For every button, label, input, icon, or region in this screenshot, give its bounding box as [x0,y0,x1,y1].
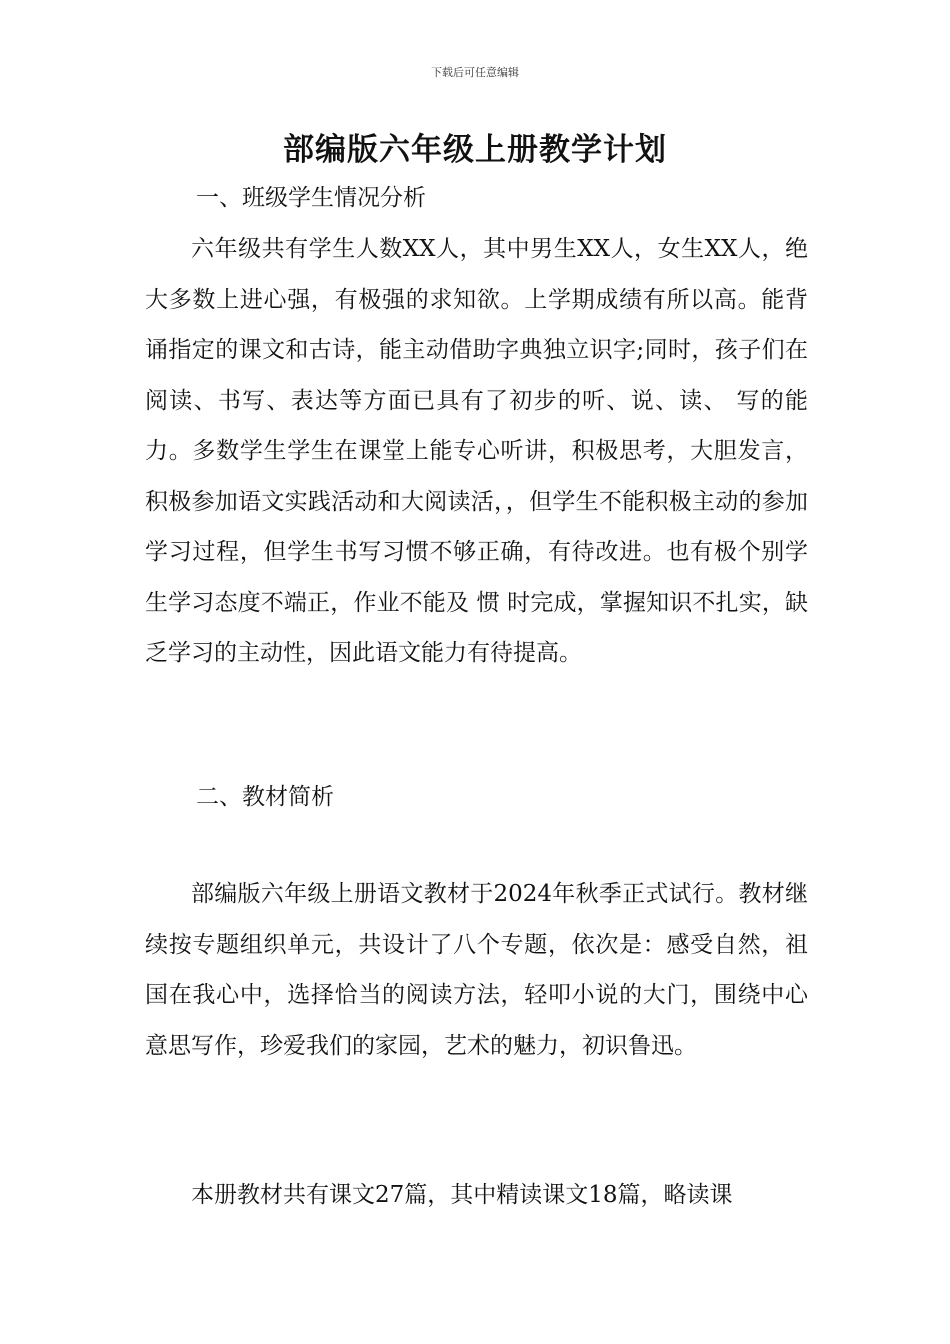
page-header-note: 下载后可任意编辑 [431,66,519,79]
section-heading-textbook-analysis: 二、教材简析 [196,784,334,810]
paragraph-textbook-lessons: 本册教材共有课文27篇，其中精读课文18篇，略读课 [191,1182,733,1208]
paragraph-textbook-overview: 部编版六年级上册语文教材于2024年秋季正式试行。教材继续按专题组织单元，共设计了八个专题，依次是：感受自然，祖国在我心中，选择恰当的阅读方法，轻叩小说的大门，围绕中心意思写作，珍爱我们的家园，艺术的魅力，初识鲁迅。 [145,881,808,1059]
paragraph-class-analysis: 六年级共有学生人数XX人，其中男生XX人，女生XX人，绝大多数上进心强，有极强的求知欲。上学期成绩有所以高。能背诵指定的课文和古诗，能主动借助字典独立识字;同时，孩子们在阅读、书写、表达等方面已具有了初步的听、说、读、 写的能力。多数学生学生在课堂上能专心听讲，积极思考，大胆发言，积极参加语文实践活动和大阅读活，，但学生不能积极主动的参加学习过程，但学生书写习惯不够正确，有待改进。也有极个别学生学习态度不端正，作业不能及 惯 时完成，掌握知识不扎实，缺乏学习的主动性，因此语文能力有待提高。 [145,236,808,666]
document-title: 部编版六年级上册教学计划 [283,132,667,168]
section-heading-class-analysis: 一、班级学生情况分析 [196,185,426,211]
